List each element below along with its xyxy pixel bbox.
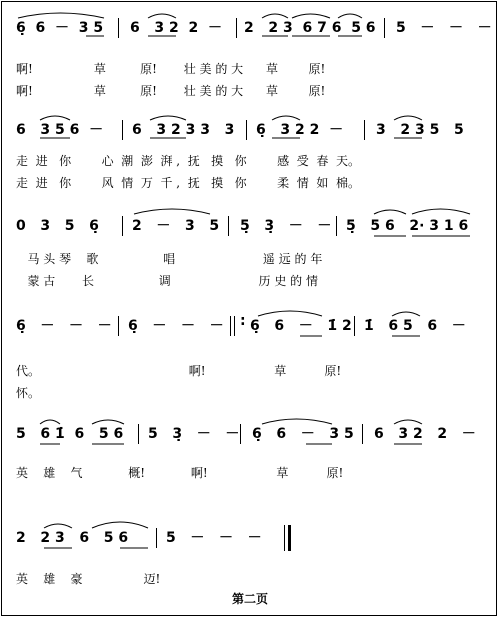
lyric-line: 英 雄 豪 迈! [16, 572, 161, 586]
measure: 5 3̣ － － [148, 426, 240, 442]
lyric-line: 马 头 琴 歌 唱 遥 远 的 年 [16, 252, 323, 266]
measure: 6 3 5 6 － [16, 122, 104, 138]
barline [362, 424, 363, 444]
barline [228, 216, 229, 236]
lyric-line: 走 进 你 风 情 万 千 , 抚 摸 你 柔 情 如 棉。 [16, 176, 361, 190]
measure: 6̣ 6 － 1̇ 2 [250, 318, 352, 334]
measure: 2 2 3 6 5 6 [16, 530, 129, 546]
lyric-line: 走 进 你 心 潮 澎 湃 , 抚 摸 你 感 受 春 天。 [16, 154, 361, 168]
measure: 2 2 3 6 7 6 5 6 [244, 20, 376, 36]
barline [236, 18, 237, 38]
measure: 6 3 2 2 － [130, 20, 222, 36]
barline [118, 18, 119, 38]
measure: 5̣ 5 6 2· 3 1 6 [346, 218, 469, 234]
measure: 6 3 2 2 － [374, 426, 476, 442]
measure: 6̣ － － － [128, 318, 224, 334]
barline [364, 120, 365, 140]
barline [138, 424, 139, 444]
page-footer: 第二页 [231, 592, 268, 606]
lyric-line: 怀。 [16, 386, 41, 400]
repeat-dots: : [240, 313, 246, 329]
barline [336, 216, 337, 236]
lyric-line: 英 雄 气 概! 啊! 草 原! [16, 466, 344, 480]
measure: 5 － － － [166, 530, 262, 546]
barline [354, 316, 355, 336]
final-barline [284, 525, 291, 551]
measure: 0 3 5 6̣ [16, 218, 99, 234]
barline [384, 18, 385, 38]
barline [122, 216, 123, 236]
measure: 6 3 2 3 3 3 [132, 122, 235, 138]
measure: 6̣ 6 － 3 5 [252, 426, 354, 442]
barline [156, 528, 157, 548]
measure: 6̣ 6 － 3 5 [16, 20, 104, 36]
lyric-line: 蒙 古 长 调 历 史 的 情 [16, 274, 318, 288]
barline [118, 316, 119, 336]
measure: 2 － 3 5 [132, 218, 220, 234]
lyric-line: 啊! 草 原! 壮 美 的 大 草 原! [16, 62, 326, 76]
measure: 3 2 3 5 5 [376, 122, 464, 138]
measure: 6̣ 3 2 2 － [256, 122, 344, 138]
measure: 6̣ － － － [16, 318, 112, 334]
measure: 5̣ 3̣ － － [240, 218, 332, 234]
barline [246, 120, 247, 140]
measure: 5 6 1̇ 6 5 6 [16, 426, 124, 442]
repeat-barline [230, 316, 235, 336]
lyric-line: 啊! 草 原! 壮 美 的 大 草 原! [16, 84, 326, 98]
lyric-line: 代。 啊! 草 原! [16, 364, 342, 378]
measure: 5 － － － [396, 20, 492, 36]
measure: 1̇ 6 5 6 － [364, 318, 466, 334]
barline [122, 120, 123, 140]
barline [240, 424, 241, 444]
